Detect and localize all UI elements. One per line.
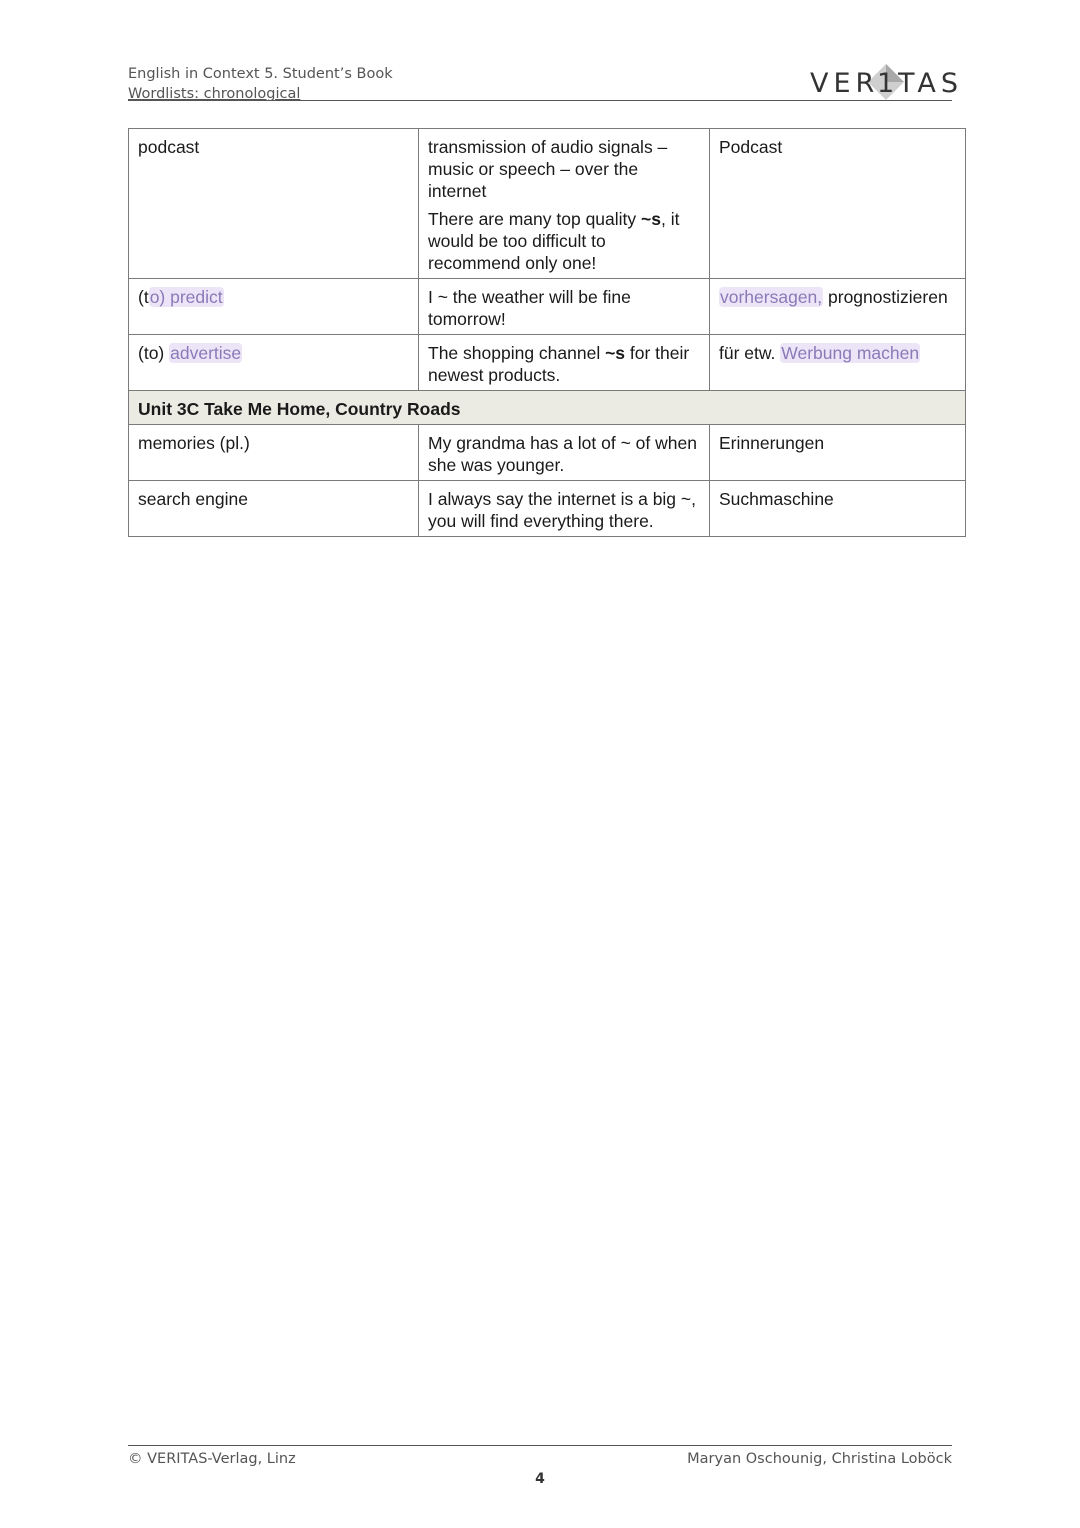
example-cell: The shopping channel ~s for their newest products. [419,335,710,391]
table-row [129,481,966,537]
highlight-mark: vorhersagen, [720,287,823,307]
translation-cell: Erinnerungen [710,425,966,481]
word-cell: search engine [129,481,419,537]
table-row [129,279,966,335]
translation-cell: für etw. Werbung machen [710,335,966,391]
section-title: Wordlists: chronological [128,86,301,102]
word-cell: podcast [129,129,419,279]
example-cell: My grandma has a lot of ~ of when she was younger. [419,425,710,481]
word-cell: (to) predict [129,279,419,335]
highlight-mark: advertise [170,343,242,363]
example-cell: I always say the internet is a big ~, you will find everything there. [419,481,710,537]
word-cell: (to) advertise [129,335,419,391]
unit-heading-row [129,391,966,425]
translation-cell: vorhersagen, prognostizieren [710,279,966,335]
page-header [128,64,393,104]
example-cell: I ~ the weather will be fine tomorrow! [419,279,710,335]
translation-cell: Suchmaschine [710,481,966,537]
example-cell [419,129,710,279]
wordlist-table [128,128,966,537]
highlight-mark: Werbung machen [781,343,920,363]
word-cell: memories (pl.) [129,425,419,481]
authors: Maryan Oschounig, Christina Loböck [687,1451,952,1467]
logo-text-left: VER [810,68,880,99]
definition-text: transmission of audio signals – music or speech – over the internet [428,137,668,201]
logo-text-mid: 1 [877,68,900,99]
page-number: 4 [535,1471,545,1487]
logo-text-right: TAS [898,68,964,99]
table-row [129,425,966,481]
book-title: English in Context 5. Student’s Book [128,66,393,82]
header-divider [128,100,952,101]
copyright: © VERITAS-Verlag, Linz [128,1451,296,1467]
highlight-mark: o) predict [149,287,223,307]
table-row [129,129,966,279]
footer-divider [128,1445,952,1446]
table-row [129,335,966,391]
translation-cell: Podcast [710,129,966,279]
veritas-logo [810,62,964,102]
example-text: There are many top quality ~s, it would be too difficult to recommend only one! [428,209,680,273]
unit-heading: Unit 3C Take Me Home, Country Roads [129,391,966,425]
